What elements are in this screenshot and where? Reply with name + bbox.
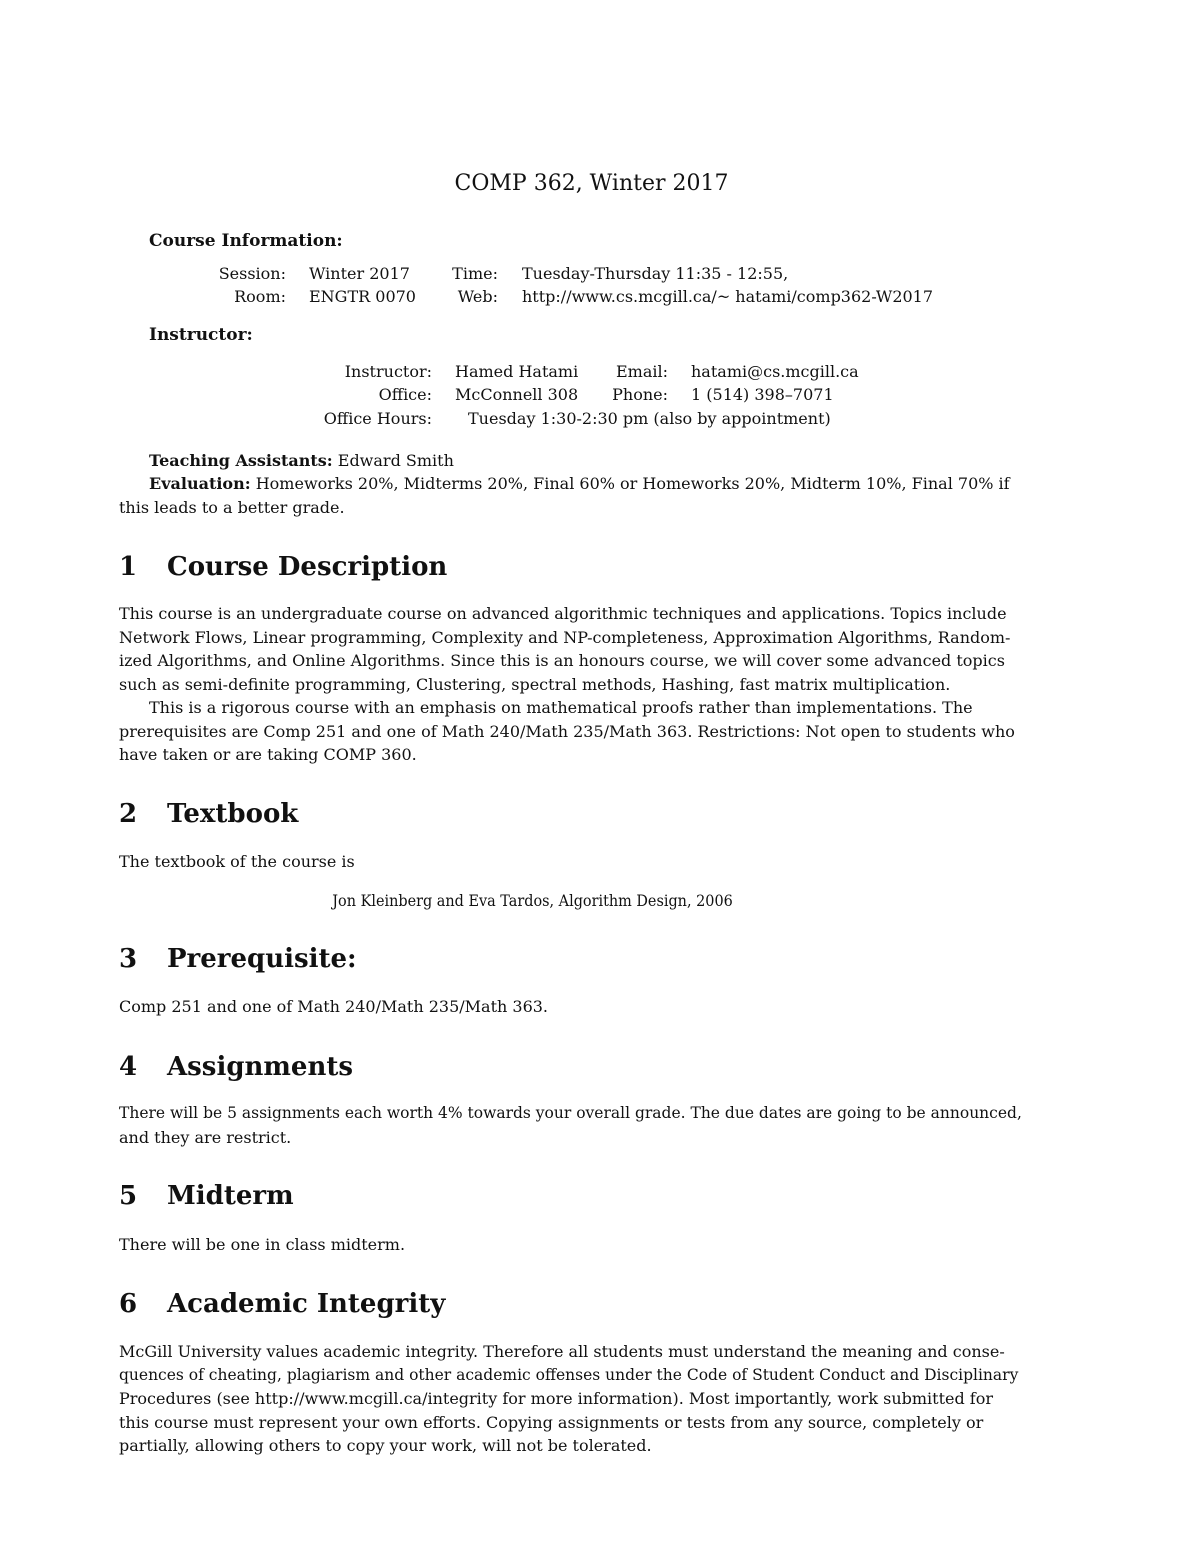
section-4-line: There will be 5 assignments each worth 4% towards your overall grade. The due dates are going to be announced, — [119, 1104, 1022, 1122]
room-value: ENGTR 0070 — [309, 287, 416, 306]
instructor-heading: Instructor: — [149, 325, 253, 345]
evaluation-line-2: this leads to a better grade. — [119, 498, 345, 517]
time-value: Tuesday-Thursday 11:35 - 12:55, — [522, 264, 789, 283]
session-value: Winter 2017 — [309, 264, 410, 283]
web-label: Web: — [457, 287, 498, 306]
section-3-line: Comp 251 and one of Math 240/Math 235/Math 363. — [119, 997, 549, 1016]
section-1-title: Course Description — [167, 552, 448, 582]
section-5-number: 5 — [119, 1181, 138, 1211]
section-6-number: 6 — [119, 1289, 138, 1319]
section-1-line: prerequisites are Comp 251 and one of Math 240/Math 235/Math 363. Restrictions: Not open to students who — [119, 722, 1015, 741]
section-4-line: and they are restrict. — [119, 1128, 292, 1147]
room-label: Room: — [234, 287, 286, 306]
office-label: Office: — [378, 385, 432, 404]
time-label: Time: — [452, 264, 498, 283]
section-5-line: There will be one in class midterm. — [119, 1235, 406, 1254]
ta-value: Edward Smith — [332, 451, 454, 470]
section-6-title: Academic Integrity — [167, 1289, 446, 1319]
web-link[interactable]: http://www.cs.mcgill.ca/~ hatami/comp362-W2017 — [522, 287, 934, 306]
section-2-number: 2 — [119, 799, 138, 829]
office-value: McConnell 308 — [455, 385, 579, 404]
section-1-line: have taken or are taking COMP 360. — [119, 745, 417, 764]
section-3-title: Prerequisite: — [167, 944, 357, 974]
session-label: Session: — [218, 264, 286, 283]
section-6-line: partially, allowing others to copy your work, will not be tolerated. — [119, 1436, 652, 1455]
section-3-number: 3 — [119, 944, 138, 974]
section-1-number: 1 — [119, 552, 138, 582]
section-5-title: Midterm — [167, 1181, 294, 1211]
course-info-heading: Course Information: — [149, 231, 343, 251]
section-2-title: Textbook — [167, 799, 299, 829]
section-6-line: Procedures (see http://www.mcgill.ca/integrity for more information). Most importantly, work submitted for — [119, 1389, 994, 1408]
office-hours-value: Tuesday 1:30-2:30 pm (also by appointment) — [468, 409, 831, 428]
email-label: Email: — [615, 362, 668, 381]
evaluation-value: Homeworks 20%, Midterms 20%, Final 60% or Homeworks 20%, Midterm 10%, Final 70% if — [250, 474, 1010, 493]
instructor-label: Instructor: — [344, 362, 432, 381]
page-title: COMP 362, Winter 2017 — [454, 171, 729, 196]
section-1-line: ized Algorithms, and Online Algorithms. Since this is an honours course, we will cover some advanced topics — [119, 651, 1005, 670]
section-6-line: this course must represent your own efforts. Copying assignments or tests from any source, completely or — [119, 1413, 984, 1432]
section-4-title: Assignments — [167, 1052, 354, 1082]
textbook-citation: Jon Kleinberg and Eva Tardos, Algorithm Design, 2006 — [332, 891, 733, 910]
section-4-number: 4 — [119, 1052, 138, 1082]
instructor-name: Hamed Hatami — [455, 362, 579, 381]
section-2-line: The textbook of the course is — [119, 852, 355, 871]
section-1-line: This is a rigorous course with an emphasis on mathematical proofs rather than implementations. The — [149, 698, 973, 717]
evaluation-line-1 — [149, 472, 1010, 496]
ta-line — [149, 449, 454, 473]
section-6-line: quences of cheating, plagiarism and other academic offenses under the Code of Student Conduct and Disciplinary — [119, 1366, 1019, 1384]
office-hours-label: Office Hours: — [323, 409, 432, 428]
evaluation-label: Evaluation: — [149, 474, 251, 493]
email-value[interactable]: hatami@cs.mcgill.ca — [691, 362, 859, 381]
section-1-line: This course is an undergraduate course on advanced algorithmic techniques and applications. Topics include — [119, 604, 1007, 623]
section-1-line: such as semi-definite programming, Clustering, spectral methods, Hashing, fast matrix multiplication. — [119, 675, 951, 694]
ta-label: Teaching Assistants: — [149, 451, 333, 470]
phone-value: 1 (514) 398–7071 — [691, 385, 834, 404]
section-1-line: Network Flows, Linear programming, Complexity and NP-completeness, Approximation Algorithms, Random- — [119, 628, 1011, 647]
phone-label: Phone: — [612, 385, 668, 404]
section-6-line: McGill University values academic integrity. Therefore all students must understand the meaning and conse- — [119, 1342, 1005, 1361]
